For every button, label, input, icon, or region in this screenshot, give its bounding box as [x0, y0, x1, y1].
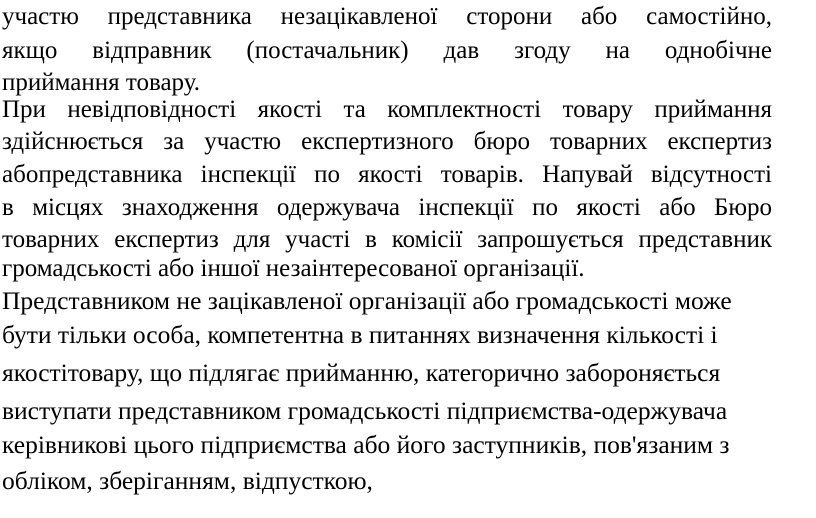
- text-line: товарних експертиз для участі в комісії запрошується представник: [2, 226, 772, 253]
- text-line: абопредставника інспекції по якості товарів. Напувай відсутності: [2, 161, 772, 188]
- text-line: участю представника незацікавленої сторони або самостійно,: [2, 3, 772, 30]
- text-line: виступати представником громадськості підприємства-одержувача: [2, 396, 728, 425]
- text-line: керівникові цього підприємства або його заступників, пов'язаним з: [2, 430, 730, 459]
- text-line: обліком, зберіганням, відпусткою,: [2, 466, 373, 495]
- text-line: приймання товару.: [2, 69, 200, 96]
- text-line: якостітовару, що підлягає прийманню, категорично забороняється: [2, 358, 721, 387]
- text-line: здійснюється за участю експертизного бюро товарних експертиз: [2, 128, 772, 155]
- text-line: громадськості або іншої незаінтересованої організації.: [2, 255, 585, 282]
- text-line: якщо відправник (постачальник) дав згоду на однобічне: [2, 37, 772, 64]
- text-line: Представником не зацікавленої організації або громадськості може: [2, 286, 732, 315]
- text-line: При невідповідності якості та комплектності товару приймання: [2, 96, 772, 123]
- text-line: в місцях знаходження одержувача інспекції по якості або Бюро: [2, 194, 772, 221]
- text-line: бути тільки особа, компетентна в питаннях визначення кількості і: [2, 320, 718, 349]
